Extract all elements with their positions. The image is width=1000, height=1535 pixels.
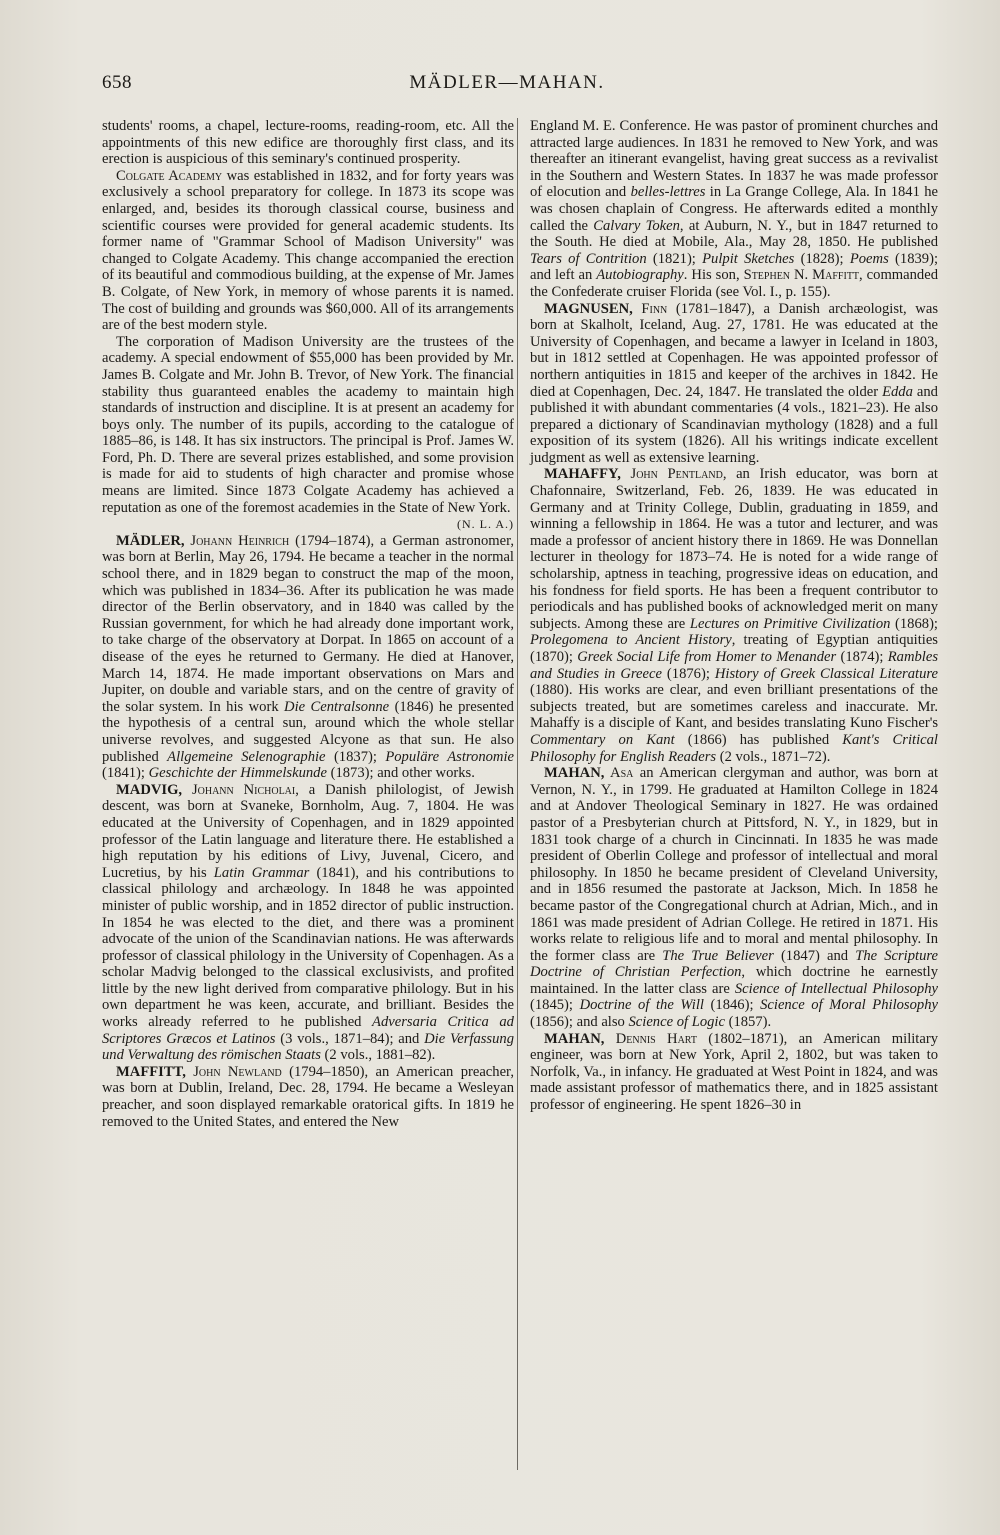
- entry-forename: Johann Heinrich: [184, 532, 290, 549]
- entry-headword: MADVIG,: [116, 781, 183, 798]
- maffitt-continuation: England M. E. Conference. He was pastor of prominent churches and attracted large audiences. In 1831 he removed to New York, and was thereafter an itinerant evangelist, having great success as a revivalist in the Southern and Western States. In 1837 he was made professor of elocution and belles-lettres in La Grange College, Ala. In 1841 he was chosen chaplain of Congress. He afterwards edited a monthly called the Calvary Token, at Auburn, N. Y., but in 1847 returned to the South. He died at Mobile, Ala., May 28, 1850. He published Tears of Contrition (1821); Pulpit Sketches (1828); Poems (1839); and left an Autobiography. His son, Stephen N. Maffitt, commanded the Confederate cruiser Florida (see Vol. I., p. 155).: [530, 118, 939, 300]
- entry-headword: MAHAN,: [544, 765, 605, 782]
- author-signature: (N. L. A.): [457, 517, 514, 532]
- mahan-asa-entry: MAHAN, Asa an American clergyman and author, was born at Vernon, N. Y., in 1799. He graduated at Hamilton College in 1824 and at Andover Theological Seminary in 1827. He was ordained pastor of a Presbyterian church at Pittsford, N. Y., in 1829, but in 1831 took charge of a church in Cincinnati. In 1835 he was made president of Oberlin College and professor of intellectual and moral philosophy. In 1850 he became president of Cleveland University, and in 1856 resumed the pastorate at Jackson, Mich. In 1858 he became pastor of the Congregational church at Adrian, Mich., and in 1861 was made president of Adrian College. He retired in 1871. His works relate to religious life and to moral and mental philosophy. In the former class are The True Believer (1847) and The Scripture Doctrine of Christian Perfection, which doctrine he earnestly maintained. In the latter class are Science of Intellectual Philosophy (1845); Doctrine of the Will (1846); Science of Moral Philosophy (1856); and also Science of Logic (1857).: [530, 765, 939, 1031]
- entry-forename: John Newland: [185, 1063, 282, 1080]
- entry-forename: Finn: [632, 300, 668, 317]
- entry-forename: Johann Nicholai: [182, 781, 296, 798]
- entry-forename: Dennis Hart: [604, 1030, 697, 1047]
- maffitt-entry: MAFFITT, John Newland (1794–1850), an American preacher, was born at Dublin, Ireland, Dec. 28, 1794. He became a Wesleyan preacher, and soon displayed remarkable oratorical gifts. In 1819 he removed to the United States, and entered the New: [102, 1063, 514, 1130]
- column-divider: [517, 118, 518, 1470]
- entry-headword: MÄDLER,: [116, 532, 185, 549]
- entry-headword: Colgate Academy: [116, 167, 223, 184]
- entry-forename: John Pentland: [620, 466, 723, 483]
- running-head: MÄDLER—MAHAN.: [409, 72, 605, 93]
- entry-headword: MAHAFFY,: [544, 466, 621, 483]
- madvig-entry: MADVIG, Johann Nicholai, a Danish philologist, of Jewish descent, was born at Svaneke, Bornholm, Aug. 7, 1804. He was educated at the University of Copenhagen, and in 1829 appointed professor of the Latin language and literature there. He established a high reputation by his editions of Livy, Juvenal, Cicero, and Lucretius, by his Latin Grammar (1841), and his contributions to classical philology and archæology. In 1848 he was appointed minister of public worship, and in 1852 director of public instruction. In 1854 he was elected to the diet, and there was a prominent advocate of the union of the Scandinavian nations. He was afterwards professor of classical philology in the University of Copenhagen. As a scholar Madvig belonged to the classical exclusivists, and profited little by the new light derived from comparative philology. But in his own department he was keen, accurate, and brilliant. Besides the works already referred to he published Adversaria Critica ad Scriptores Græcos et Latinos (3 vols., 1871–84); and Die Verfassung und Verwaltung des römischen Staats (2 vols., 1881–82).: [102, 781, 514, 1064]
- entry-forename: Asa: [604, 765, 634, 782]
- page-number: 658: [102, 72, 132, 93]
- page-header: [102, 72, 912, 102]
- mahan-dennis-hart-entry: MAHAN, Dennis Hart (1802–1871), an American military engineer, was born at New York, April 2, 1802, but was taken to Norfolk, Va., in infancy. He graduated at West Point in 1824, and was made assistant professor of mathematics there, and in 1825 assistant professor of engineering. He spent 1826–30 in: [530, 1030, 938, 1114]
- magnusen-entry: MAGNUSEN, Finn (1781–1847), a Danish archæologist, was born at Skalholt, Iceland, Aug. 27, 1781. He was educated at the University of Copenhagen, and became a lawyer in Iceland in 1803, but in 1812 settled at Copenhagen. He was appointed professor of northern antiquities in 1815 and keeper of the archives in 1842. He died at Copenhagen, Dec. 24, 1847. He translated the older Edda and published it with abundant commentaries (4 vols., 1821–23). He also prepared a dictionary of Scandinavian mythology (1828) and a full exposition of its system (1826). All his writings indicate excellent judgment as well as extensive learning.: [530, 300, 938, 466]
- madler-entry: MÄDLER, Johann Heinrich (1794–1874), a German astronomer, was born at Berlin, May 26, 1794. He became a teacher in the normal school there, and in 1829 began to construct the map of the moon, which was published in 1834–36. After its publication he was made director of the Berlin observatory, and in 1840 was called by the Russian government, for which he had already done important work, to take charge of the observatory at Dorpat. In 1865 on account of a disease of the eyes he returned to Germany. He died at Hanover, March 14, 1874. He made important observations on Mars and Jupiter, on double and variable stars, and on the centre of gravity of the solar system. In his work Die Centralsonne (1846) he presented the hypothesis of a central sun, around which the whole stellar universe revolves, and suggested Alcyone as that sun. He also published Allgemeine Selenographie (1837); Populäre Astronomie (1841); Geschichte der Himmelskunde (1873); and other works.: [102, 532, 514, 782]
- left-column: [102, 118, 514, 1130]
- entry-headword: MAFFITT,: [116, 1063, 186, 1080]
- colgate-academy-entry: Colgate Academy was established in 1832, and for forty years was exclusively a school preparatory for college. In 1873 its scope was enlarged, and, besides its thorough classical course, business and scientific courses were provided for general academic students. Its former name of "Grammar School of Madison University" was changed to Colgate Academy. This change accompanied the erection of its beautiful and commodious building, at the expense of Mr. James B. Colgate, of New York, in memory of whose parents it is named. The cost of building and grounds was $60,000. All of its arrangements are of the best modern style.: [102, 167, 514, 334]
- colgate-seminary-continuation: students' rooms, a chapel, lecture-rooms, reading-room, etc. All the appointments of this new edifice are thoroughly first class, and its erection is auspicious of this seminary's continued prosperity.: [102, 118, 514, 168]
- colgate-corporation-paragraph: The corporation of Madison University are the trustees of the academy. A special endowment of $55,000 has been provided by Mr. James B. Colgate and Mr. John B. Trevor, of New York. The financial stability thus guaranteed enables the academy to maintain high standards of instruction and discipline. It is at present an academy for boys only. The number of its pupils, according to the catalogue of 1885–86, is 148. It has six instructors. The principal is Prof. James W. Ford, Ph. D. There are several prizes established, and some provision is made for aid to students of high character and promise whose means are limited. Since 1873 Colgate Academy has achieved a reputation as one of the foremost academies in the State of New York. (N. L. A.): [102, 333, 514, 532]
- mahaffy-entry: MAHAFFY, John Pentland, an Irish educator, was born at Chafonnaire, Switzerland, Feb. 26, 1839. He was educated in Germany and at Trinity College, Dublin, graduating in 1859, and winning a fellowship in 1864. He was a tutor and lecturer, and was made a professor of ancient history there in 1869. He was Donnellan lecturer in theology for 1873–74. He is noted for a wide range of scholarship, aptness in teaching, progressive ideas on education, and his fondness for field sports. He has been a frequent contributor to periodicals and has published books of acknowledged merit on many subjects. Among these are Lectures on Primitive Civilization (1868); Prolegomena to Ancient History, treating of Egyptian antiquities (1870); Greek Social Life from Homer to Menander (1874); Rambles and Studies in Greece (1876); History of Greek Classical Literature (1880). His works are clear, and even brilliant presentations of the subjects treated, but are sometimes careless and inaccurate. Mr. Mahaffy is a disciple of Kant, and besides translating Kuno Fischer's Commentary on Kant (1866) has published Kant's Critical Philosophy for English Readers (2 vols., 1871–72).: [530, 466, 938, 765]
- cross-reference-name: Stephen N. Maffitt: [743, 267, 860, 284]
- entry-headword: MAGNUSEN,: [544, 300, 633, 317]
- entry-headword: MAHAN,: [544, 1030, 605, 1047]
- right-column: [530, 118, 938, 1114]
